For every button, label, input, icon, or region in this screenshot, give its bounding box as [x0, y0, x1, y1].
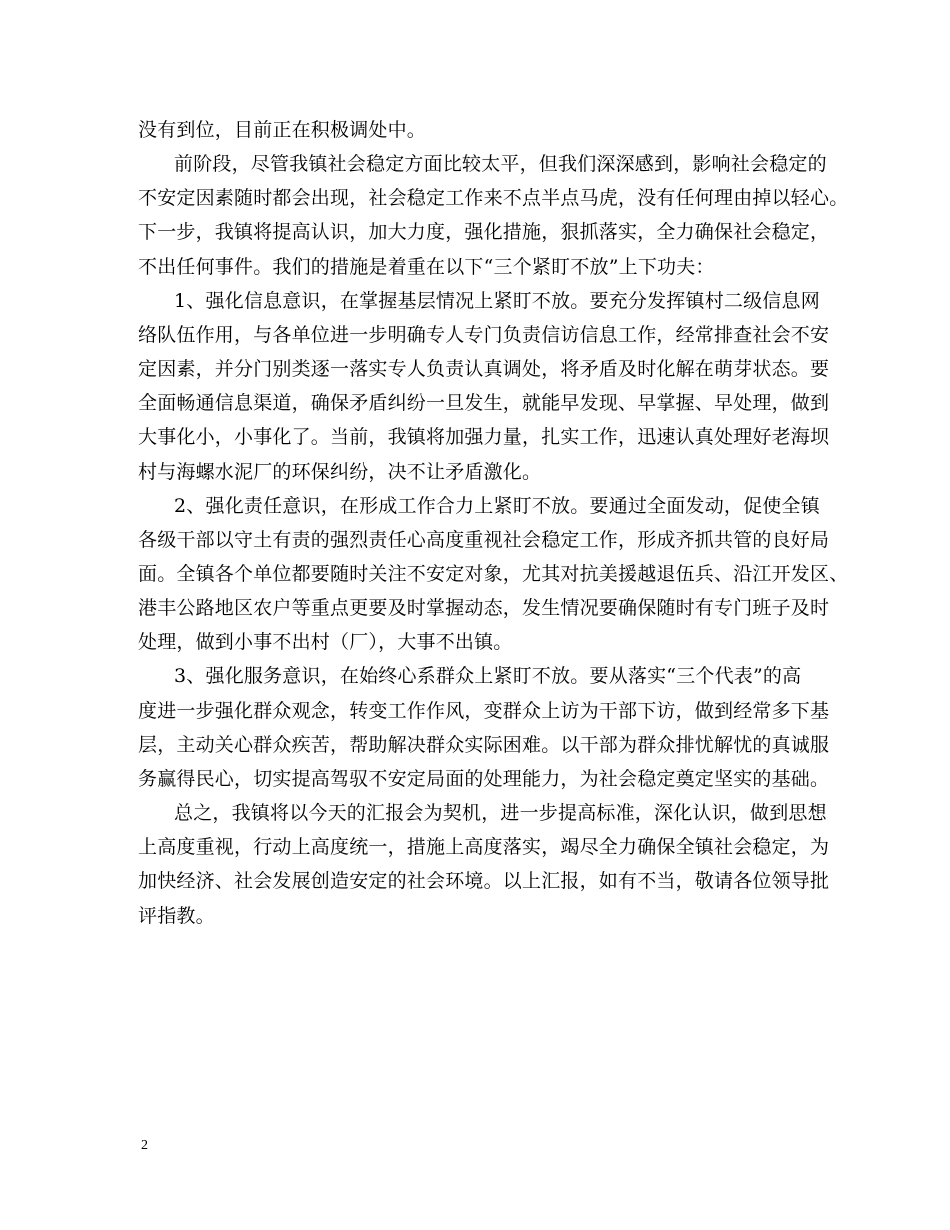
text-line: 前阶段，尽管我镇社会稳定方面比较太平，但我们深深感到，影响社会稳定的	[174, 153, 827, 175]
text-line: 2、强化责任意识，在形成工作合力上紧盯不放。要通过全面发动，促使全镇	[174, 495, 820, 517]
text-line: 下一步，我镇将提高认识，加大力度，强化措施，狠抓落实，全力确保社会稳定，	[138, 221, 830, 243]
text-line: 面。全镇各个单位都要随时关注不安定对象，尤其对抗美援越退伍兵、沿江开发区、	[138, 563, 849, 585]
text-line: 1、强化信息意识，在掌握基层情况上紧盯不放。要充分发挥镇村二级信息网	[174, 290, 820, 312]
text-line: 不出任何事件。我们的措施是着重在以下“三个紧盯不放”上下功夫：	[138, 256, 715, 278]
text-line: 各级干部以守土有责的强烈责任心高度重视社会稳定工作，形成齐抓共管的良好局	[138, 529, 830, 551]
text-line: 务赢得民心，切实提高驾驭不安定局面的处理能力，为社会稳定奠定坚实的基础。	[138, 768, 830, 790]
text-line: 加快经济、社会发展创造安定的社会环境。以上汇报，如有不当，敬请各位领导批	[138, 870, 830, 892]
text-line: 村与海螺水泥厂的环保纠纷，决不让矛盾激化。	[138, 461, 542, 483]
text-line: 不安定因素随时都会出现，社会稳定工作来不点半点马虎，没有任何理由掉以轻心。	[138, 187, 849, 209]
page-number: 2	[141, 1138, 148, 1153]
text-line: 处理，做到小事不出村（厂），大事不出镇。	[138, 631, 513, 653]
text-line: 络队伍作用，与各单位进一步明确专人专门负责信访信息工作，经常排查社会不安	[138, 324, 830, 346]
text-line: 港丰公路地区农户等重点更要及时掌握动态，发生情况要确保随时有专门班子及时	[138, 597, 830, 619]
text-line: 大事化小，小事化了。当前，我镇将加强力量，扎实工作，迅速认真处理好老海坝	[138, 426, 830, 448]
text-line: 全面畅通信息渠道，确保矛盾纠纷一旦发生，就能早发现、早掌握、早处理，做到	[138, 392, 830, 414]
text-line: 没有到位，目前正在积极调处中。	[138, 119, 427, 141]
text-line: 3、强化服务意识，在始终心系群众上紧盯不放。要从落实“三个代表”的高	[174, 665, 802, 687]
text-line: 评指教。	[138, 905, 215, 927]
text-line: 度进一步强化群众观念，转变工作作风，变群众上访为干部下访，做到经常多下基	[138, 700, 830, 722]
text-line: 定因素，并分门别类逐一落实专人负责认真调处，将矛盾及时化解在萌芽状态。要	[138, 358, 830, 380]
text-line: 上高度重视，行动上高度统一，措施上高度落实，竭尽全力确保全镇社会稳定，为	[138, 836, 830, 858]
text-line: 总之，我镇将以今天的汇报会为契机，进一步提高标准，深化认识，做到思想	[174, 802, 827, 824]
text-line: 层，主动关心群众疾苦，帮助解决群众实际困难。以干部为群众排忧解忧的真诚服	[138, 734, 830, 756]
